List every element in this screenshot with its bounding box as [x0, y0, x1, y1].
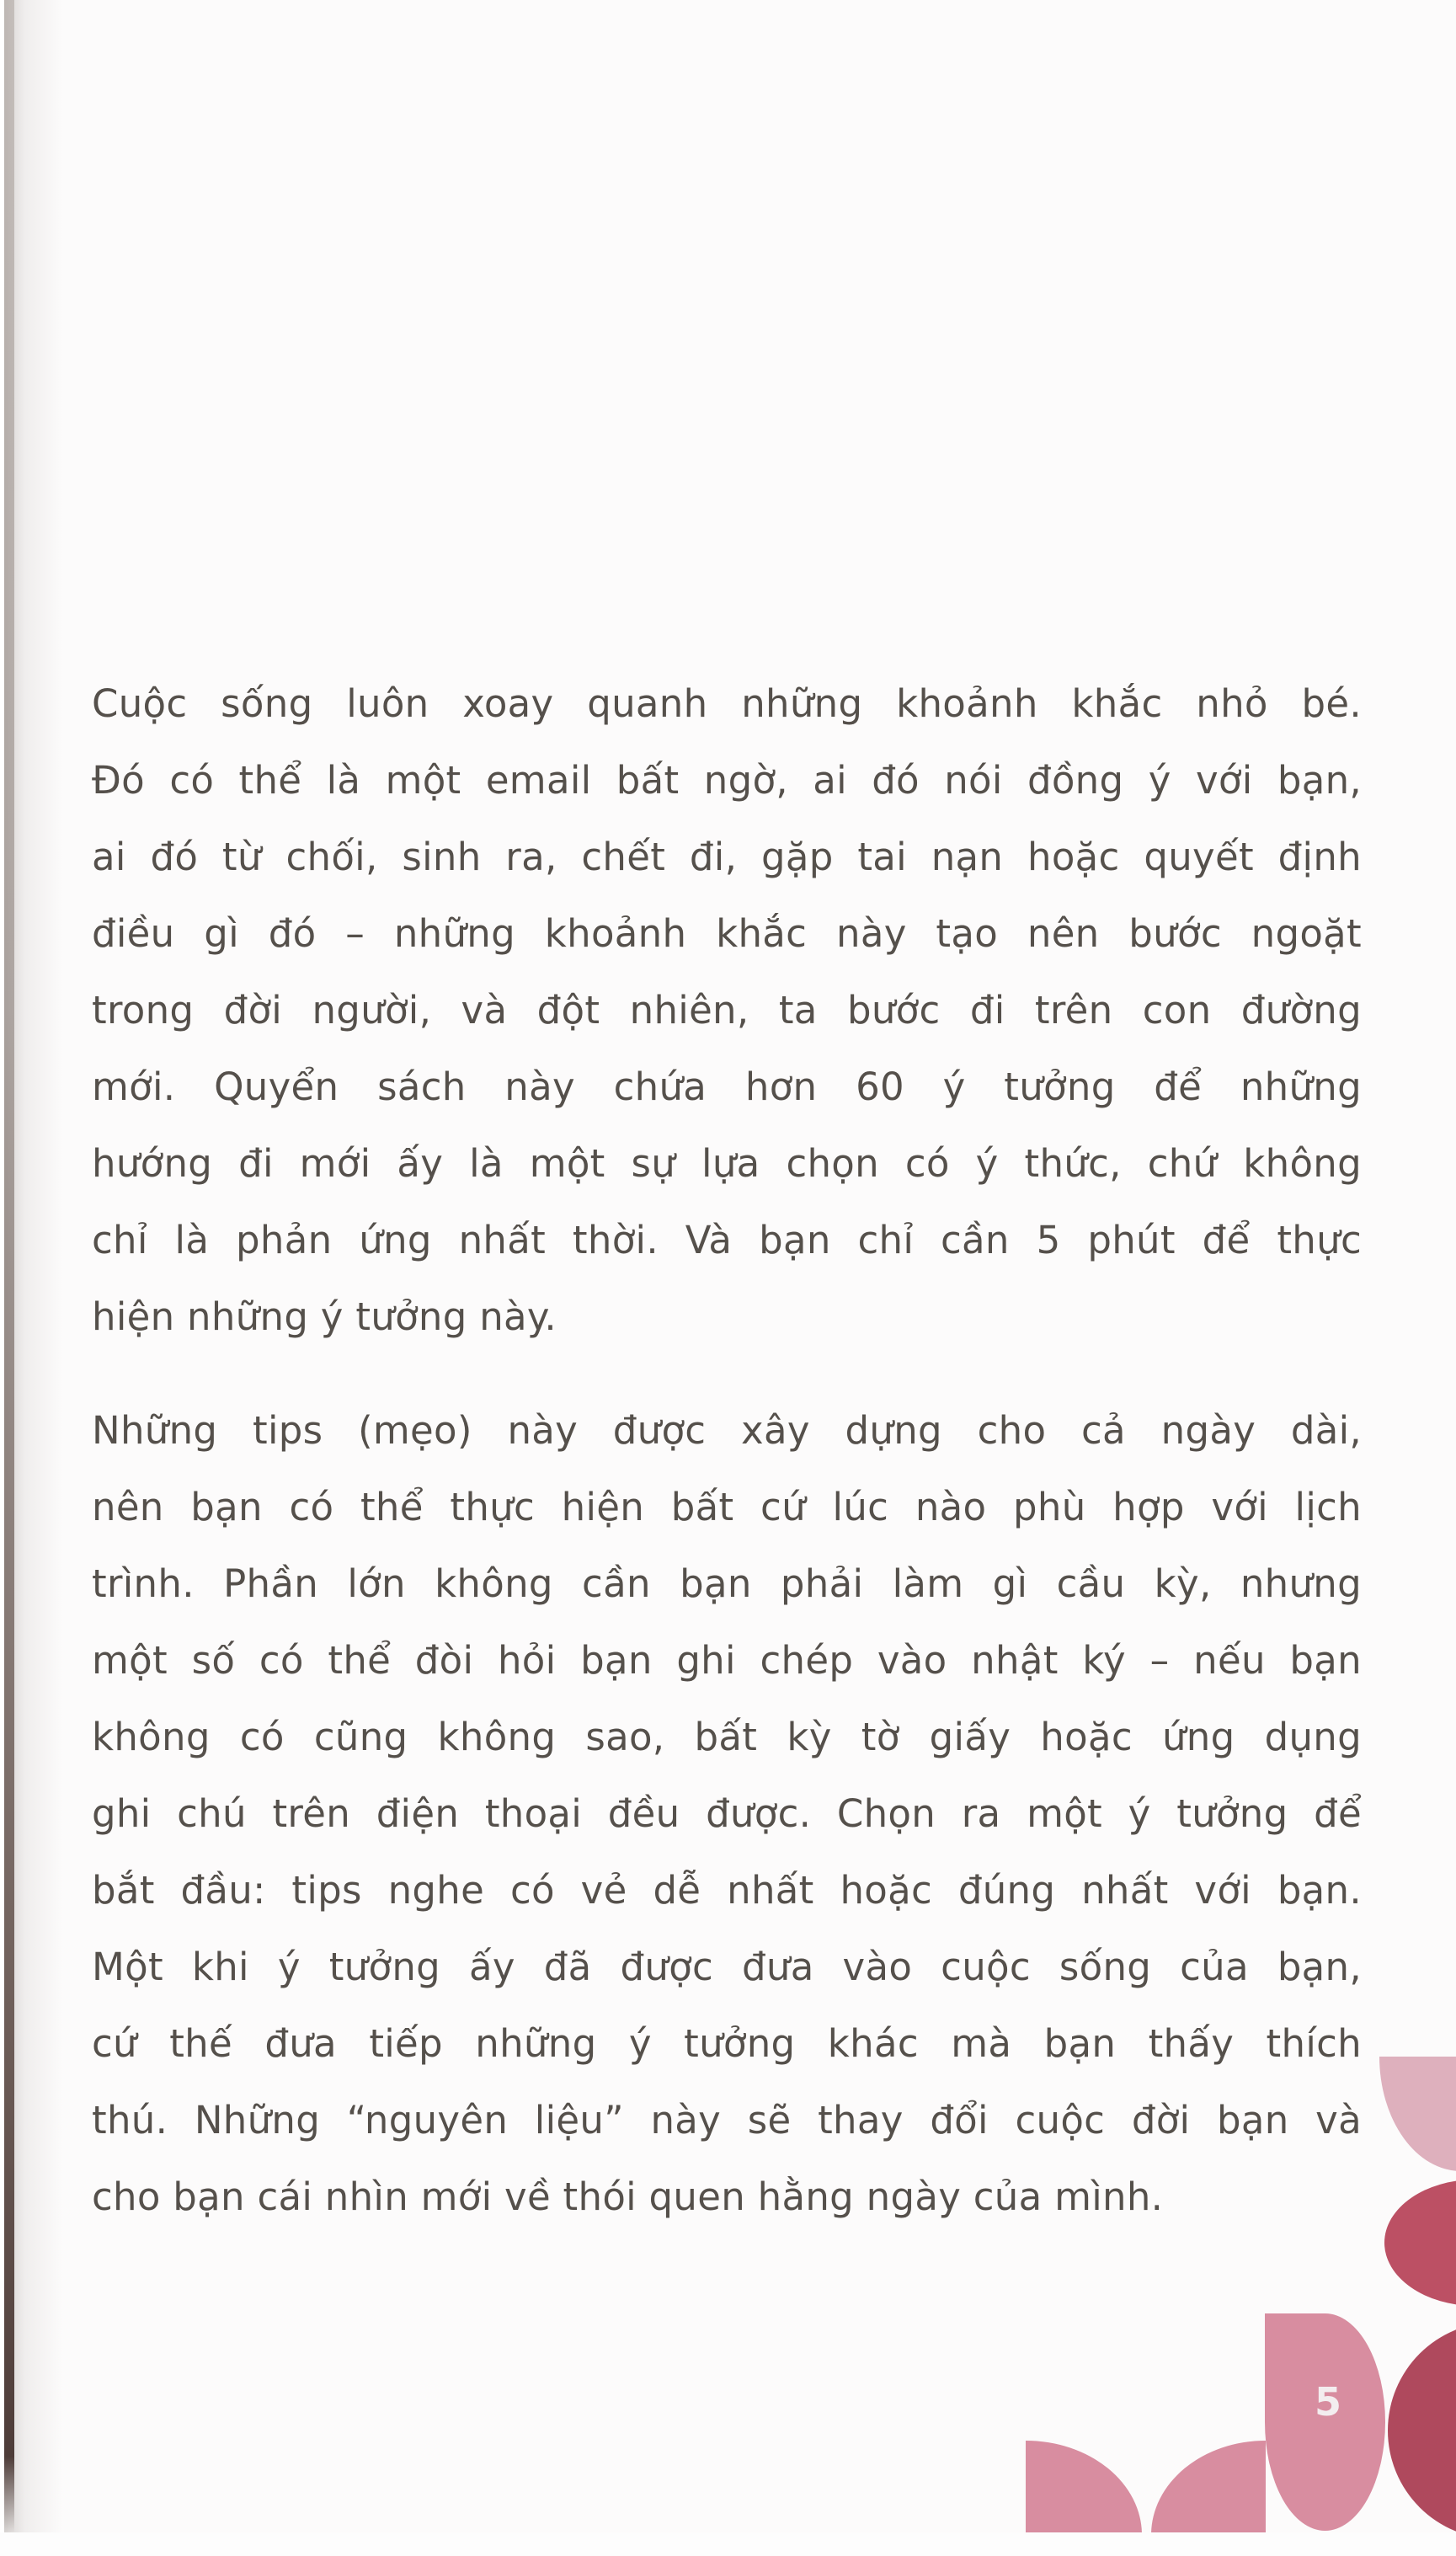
circle-dark-red: [1388, 2322, 1456, 2532]
petal-bottom-right: [1151, 2441, 1266, 2532]
page-number: 5: [1314, 2379, 1341, 2425]
text-line: Cuộc sống luôn xoay quanh những khoảnh khắc nhỏ bé.: [92, 681, 1362, 726]
text-line: cứ thế đưa tiếp những ý tưởng khác mà bạn thấy thích: [92, 2021, 1362, 2066]
text-line: Một khi ý tưởng ấy đã được đưa vào cuộc sống của bạn,: [92, 1945, 1362, 1989]
text-line: một số có thể đòi hỏi bạn ghi chép vào nhật ký – nếu bạn: [92, 1638, 1362, 1683]
page-edge-shadow: [4, 0, 63, 2532]
text-line: điều gì đó – những khoảnh khắc này tạo nên bước ngoặt: [92, 911, 1362, 956]
petal-page-number: [1265, 2313, 1385, 2531]
paragraph-2: [92, 1392, 1362, 2235]
book-page: [4, 0, 1456, 2532]
text-line: trong đời người, và đột nhiên, ta bước đi trên con đường: [92, 988, 1362, 1033]
text-line: bắt đầu: tips nghe có vẻ dễ nhất hoặc đúng nhất với bạn.: [92, 1868, 1362, 1913]
text-line: ghi chú trên điện thoại đều được. Chọn ra một ý tưởng để: [92, 1791, 1362, 1836]
page-edge-line: [4, 0, 14, 2532]
petal-bottom-left: [1026, 2441, 1142, 2532]
text-line: hiện những ý tưởng này.: [92, 1294, 557, 1339]
text-line: trình. Phần lớn không cần bạn phải làm gì cầu kỳ, nhưng: [92, 1561, 1362, 1606]
text-line: nên bạn có thể thực hiện bất cứ lúc nào phù hợp với lịch: [92, 1485, 1362, 1529]
text-line: Đó có thể là một email bất ngờ, ai đó nói đồng ý với bạn,: [92, 758, 1362, 803]
text-line: hướng đi mới ấy là một sự lựa chọn có ý thức, chứ không: [92, 1141, 1362, 1186]
text-line: ai đó từ chối, sinh ra, chết đi, gặp tai nạn hoặc quyết định: [92, 835, 1362, 879]
text-line: Những tips (mẹo) này được xây dựng cho cả ngày dài,: [92, 1408, 1362, 1453]
photo-bottom-edge: [0, 2532, 1456, 2556]
text-line: không có cũng không sao, bất kỳ tờ giấy hoặc ứng dụng: [92, 1715, 1362, 1759]
ellipse-crimson: [1384, 2180, 1456, 2306]
text-line: thú. Những “nguyên liệu” này sẽ thay đổi cuộc đời bạn và: [92, 2098, 1362, 2142]
text-line: mới. Quyển sách này chứa hơn 60 ý tưởng để những: [92, 1065, 1362, 1109]
text-line: cho bạn cái nhìn mới về thói quen hằng ngày của mình.: [92, 2174, 1164, 2219]
body-text: [92, 665, 1362, 2235]
text-line: chỉ là phản ứng nhất thời. Và bạn chỉ cần 5 phút để thực: [92, 1218, 1362, 1262]
petal-light-pink: [1379, 2057, 1456, 2171]
paragraph-1: [92, 665, 1362, 1355]
